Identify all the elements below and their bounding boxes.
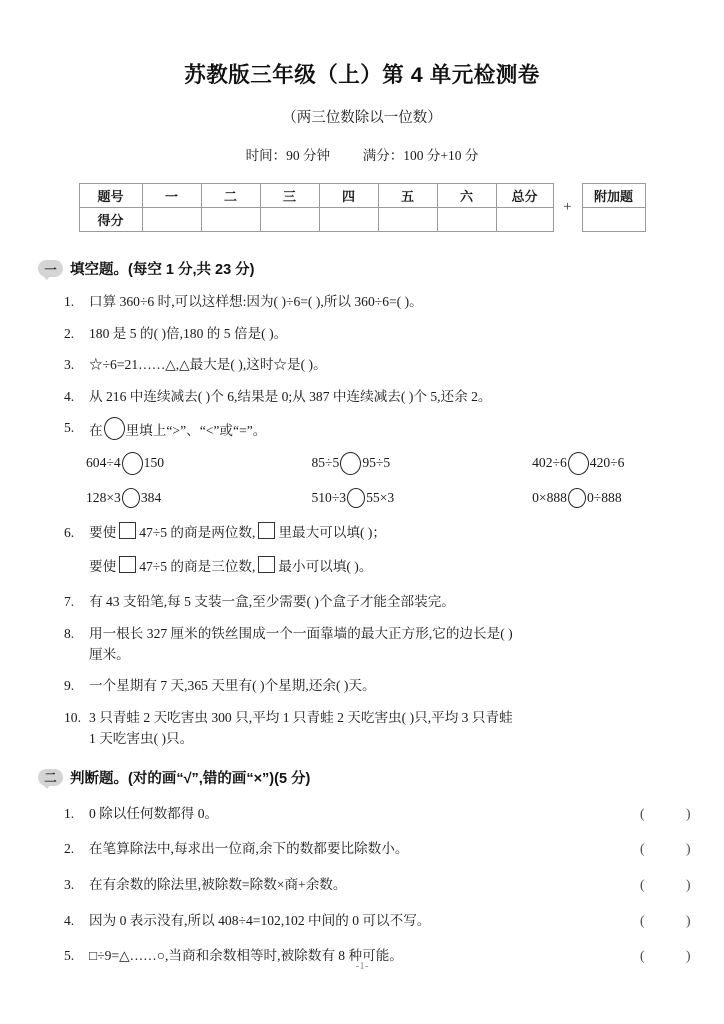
extra-score-cell[interactable] xyxy=(582,208,645,232)
compare-right: 95÷5 xyxy=(362,455,391,471)
question-text: 有 43 支铅笔,每 5 支装一盒,至少需要( )个盒子才能全部装完。 xyxy=(89,593,455,609)
answer-brackets[interactable] xyxy=(634,874,724,895)
score-column-3: 三 xyxy=(260,184,319,208)
extra-header-row xyxy=(582,184,645,208)
question-number: 3. xyxy=(64,357,75,373)
score-cell-2[interactable] xyxy=(201,208,260,232)
time-label: 时间：90 分钟 xyxy=(245,148,330,163)
compare-row xyxy=(86,452,724,475)
bracket-right: ) xyxy=(686,876,691,892)
question-number: 4. xyxy=(64,388,75,404)
q6-l2-b: 47÷5 的商是三位数, xyxy=(139,558,256,574)
square-placeholder-icon[interactable] xyxy=(258,556,275,573)
q6-l1-c: 里最大可以填( )； xyxy=(278,524,387,540)
answer-brackets[interactable] xyxy=(634,838,724,859)
score-cell-1[interactable] xyxy=(142,208,201,232)
question-number: 10. xyxy=(64,709,81,725)
fill-question-list xyxy=(38,291,724,749)
compare-right: 384 xyxy=(140,489,162,505)
question-number: 4. xyxy=(64,912,75,928)
question-text: 180 是 5 的( )倍,180 的 5 倍是( )。 xyxy=(89,325,288,341)
question-text: 在有余数的除法里,被除数=除数×商+余数。 xyxy=(89,876,347,892)
question-number: 1. xyxy=(64,294,75,309)
section-2-header xyxy=(38,767,724,788)
score-table-row-label-1: 得分 xyxy=(79,208,142,232)
section-title-2: 判断题。(对的画“√”,错的画“×”)(5 分) xyxy=(70,770,311,787)
question-number: 2. xyxy=(64,841,75,857)
bracket-left: ( xyxy=(640,841,645,857)
question-text: 因为 0 表示没有,所以 408÷4=102,102 中间的 0 可以不写。 xyxy=(89,912,431,928)
score-table-wrapper xyxy=(0,183,724,232)
question-item xyxy=(64,675,724,696)
question-text xyxy=(89,707,724,749)
plus-sign: + xyxy=(563,199,572,215)
question-text: 一个星期有 7 天,365 天里有( )个星期,还余( )天。 xyxy=(89,678,376,694)
compare-expression xyxy=(86,452,311,475)
question-item xyxy=(64,323,724,344)
extra-score-table xyxy=(582,183,646,232)
compare-left: 510÷3 xyxy=(311,489,347,505)
score-cell-total[interactable] xyxy=(496,208,553,232)
extra-value-row xyxy=(582,208,645,232)
question-text xyxy=(89,417,724,441)
circle-answer-icon[interactable] xyxy=(568,452,589,475)
question-text xyxy=(89,522,724,577)
score-column-6: 六 xyxy=(437,184,496,208)
question-6-line-1 xyxy=(89,522,724,543)
score-column-1: 一 xyxy=(142,184,201,208)
circle-answer-icon[interactable] xyxy=(122,452,143,475)
score-column-5: 五 xyxy=(378,184,437,208)
section-judgement xyxy=(0,767,724,966)
question-text: 口算 360÷6 时,可以这样想:因为( )÷6=( ),所以 360÷6=( )。 xyxy=(89,294,423,309)
question-10-line-1: 3 只青蛙 2 天吃害虫 300 只,平均 1 只青蛙 2 天吃害虫( )只,平均 3 只青蛙 xyxy=(89,709,513,725)
full-score-label: 满分：100 分+10 分 xyxy=(362,148,479,163)
question-text: 0 除以任何数都得 0。 xyxy=(89,805,219,821)
q6-l1-b: 47÷5 的商是两位数, xyxy=(139,524,256,540)
circle-placeholder-icon[interactable] xyxy=(104,417,125,440)
compare-left: 0×888 xyxy=(532,489,567,505)
question-10-line-2: 1 天吃害虫( )只。 xyxy=(89,730,194,746)
bracket-left: ( xyxy=(640,912,645,928)
compare-right: 420÷6 xyxy=(589,455,625,471)
judge-item xyxy=(64,874,724,895)
score-column-total: 总分 xyxy=(496,184,553,208)
question-text: 在笔算除法中,每求出一位商,余下的数都要比除数小。 xyxy=(89,841,409,857)
question-number: 5. xyxy=(64,948,75,964)
question-6-line-2 xyxy=(89,556,724,577)
bracket-left: ( xyxy=(640,876,645,892)
question-number: 9. xyxy=(64,678,75,694)
question-number: 7. xyxy=(64,593,75,609)
circle-answer-icon[interactable] xyxy=(347,488,365,508)
bracket-right: ) xyxy=(686,841,691,857)
compare-right: 0÷888 xyxy=(586,489,622,505)
question-number: 6. xyxy=(64,524,75,540)
score-column-4: 四 xyxy=(319,184,378,208)
judge-item xyxy=(64,838,724,859)
bracket-right: ) xyxy=(686,912,691,928)
compare-row xyxy=(86,488,724,508)
judge-question-list xyxy=(38,803,724,966)
question-8-line-1: 用一根长 327 厘米的铁丝围成一个一面靠墙的最大正方形,它的边长是( ) xyxy=(89,625,513,641)
question-item xyxy=(64,417,724,441)
score-cell-5[interactable] xyxy=(378,208,437,232)
compare-expression xyxy=(532,488,724,508)
question-item xyxy=(64,623,724,665)
judge-item xyxy=(64,910,724,931)
question-item xyxy=(64,522,724,577)
question-number: 5. xyxy=(64,420,75,436)
page-number: -1- xyxy=(355,960,369,972)
square-placeholder-icon[interactable] xyxy=(119,522,136,539)
compare-left: 402÷6 xyxy=(532,455,567,471)
answer-brackets[interactable] xyxy=(634,803,724,824)
question-number: 1. xyxy=(64,805,75,821)
section-badge-1: 一 xyxy=(38,260,63,277)
compare-left: 604÷4 xyxy=(86,455,121,471)
question-8-line-2: 厘米。 xyxy=(89,646,130,662)
exam-meta xyxy=(0,127,724,164)
question-text xyxy=(89,623,724,665)
compare-expression xyxy=(311,488,532,508)
question-number: 8. xyxy=(64,625,75,641)
section-badge-2: 二 xyxy=(38,769,63,786)
question-number: 3. xyxy=(64,876,75,892)
question-item xyxy=(64,707,724,749)
score-cell-3[interactable] xyxy=(260,208,319,232)
extra-question-header: 附加题 xyxy=(582,184,645,208)
compare-right: 55×3 xyxy=(366,489,395,505)
score-table-value-row xyxy=(79,208,553,232)
question-text: 从 216 中连续减去( )个 6,结果是 0;从 387 中连续减去( )个 5,还余 2。 xyxy=(89,388,492,404)
bracket-left: ( xyxy=(640,805,645,821)
q6-l1-a: 要使 xyxy=(89,524,117,540)
question-item xyxy=(64,591,724,612)
score-table xyxy=(79,183,554,232)
score-table-row-label-0: 题号 xyxy=(79,184,142,208)
score-table-header-row xyxy=(79,184,553,208)
section-1-header xyxy=(38,258,724,279)
bracket-right: ) xyxy=(686,805,691,821)
bracket-right: ) xyxy=(686,948,691,964)
compare-expression xyxy=(532,452,724,475)
score-cell-6[interactable] xyxy=(437,208,496,232)
section-fill-blanks xyxy=(0,258,724,749)
question-text: ☆÷6=21……△,△最大是( ),这时☆是( )。 xyxy=(89,357,327,373)
circle-answer-icon[interactable] xyxy=(122,488,140,508)
compare-expression xyxy=(311,452,532,475)
page-title: 苏教版三年级（上）第 4 单元检测卷 xyxy=(184,63,540,87)
question-5-prefix: 在 xyxy=(89,423,103,439)
compare-rows xyxy=(64,452,724,508)
q6-l2-c: 最小可以填( )。 xyxy=(278,558,373,574)
square-placeholder-icon[interactable] xyxy=(258,522,275,539)
q6-l2-a: 要使 xyxy=(89,558,117,574)
compare-left: 128×3 xyxy=(86,489,121,505)
score-cell-4[interactable] xyxy=(319,208,378,232)
square-placeholder-icon[interactable] xyxy=(119,556,136,573)
section-title-1: 填空题。(每空 1 分,共 23 分) xyxy=(70,262,255,278)
question-text: □÷9=△……○,当商和余数相等时,被除数有 8 种可能。 xyxy=(89,948,403,964)
compare-expression xyxy=(86,488,311,508)
page-subtitle: （两三位数除以一位数） xyxy=(282,110,442,126)
answer-brackets[interactable] xyxy=(634,910,724,931)
circle-answer-icon[interactable] xyxy=(340,452,361,475)
compare-left: 85÷5 xyxy=(311,455,340,471)
circle-answer-icon[interactable] xyxy=(568,488,586,508)
judge-item xyxy=(64,803,724,824)
question-5-suffix: 里填上“>”、“<”或“=”。 xyxy=(125,423,267,439)
bracket-left: ( xyxy=(640,948,645,964)
question-number: 2. xyxy=(64,325,75,341)
question-item xyxy=(64,386,724,407)
compare-right: 150 xyxy=(143,455,165,471)
question-item xyxy=(64,354,724,375)
score-column-2: 二 xyxy=(201,184,260,208)
question-item xyxy=(64,291,724,312)
